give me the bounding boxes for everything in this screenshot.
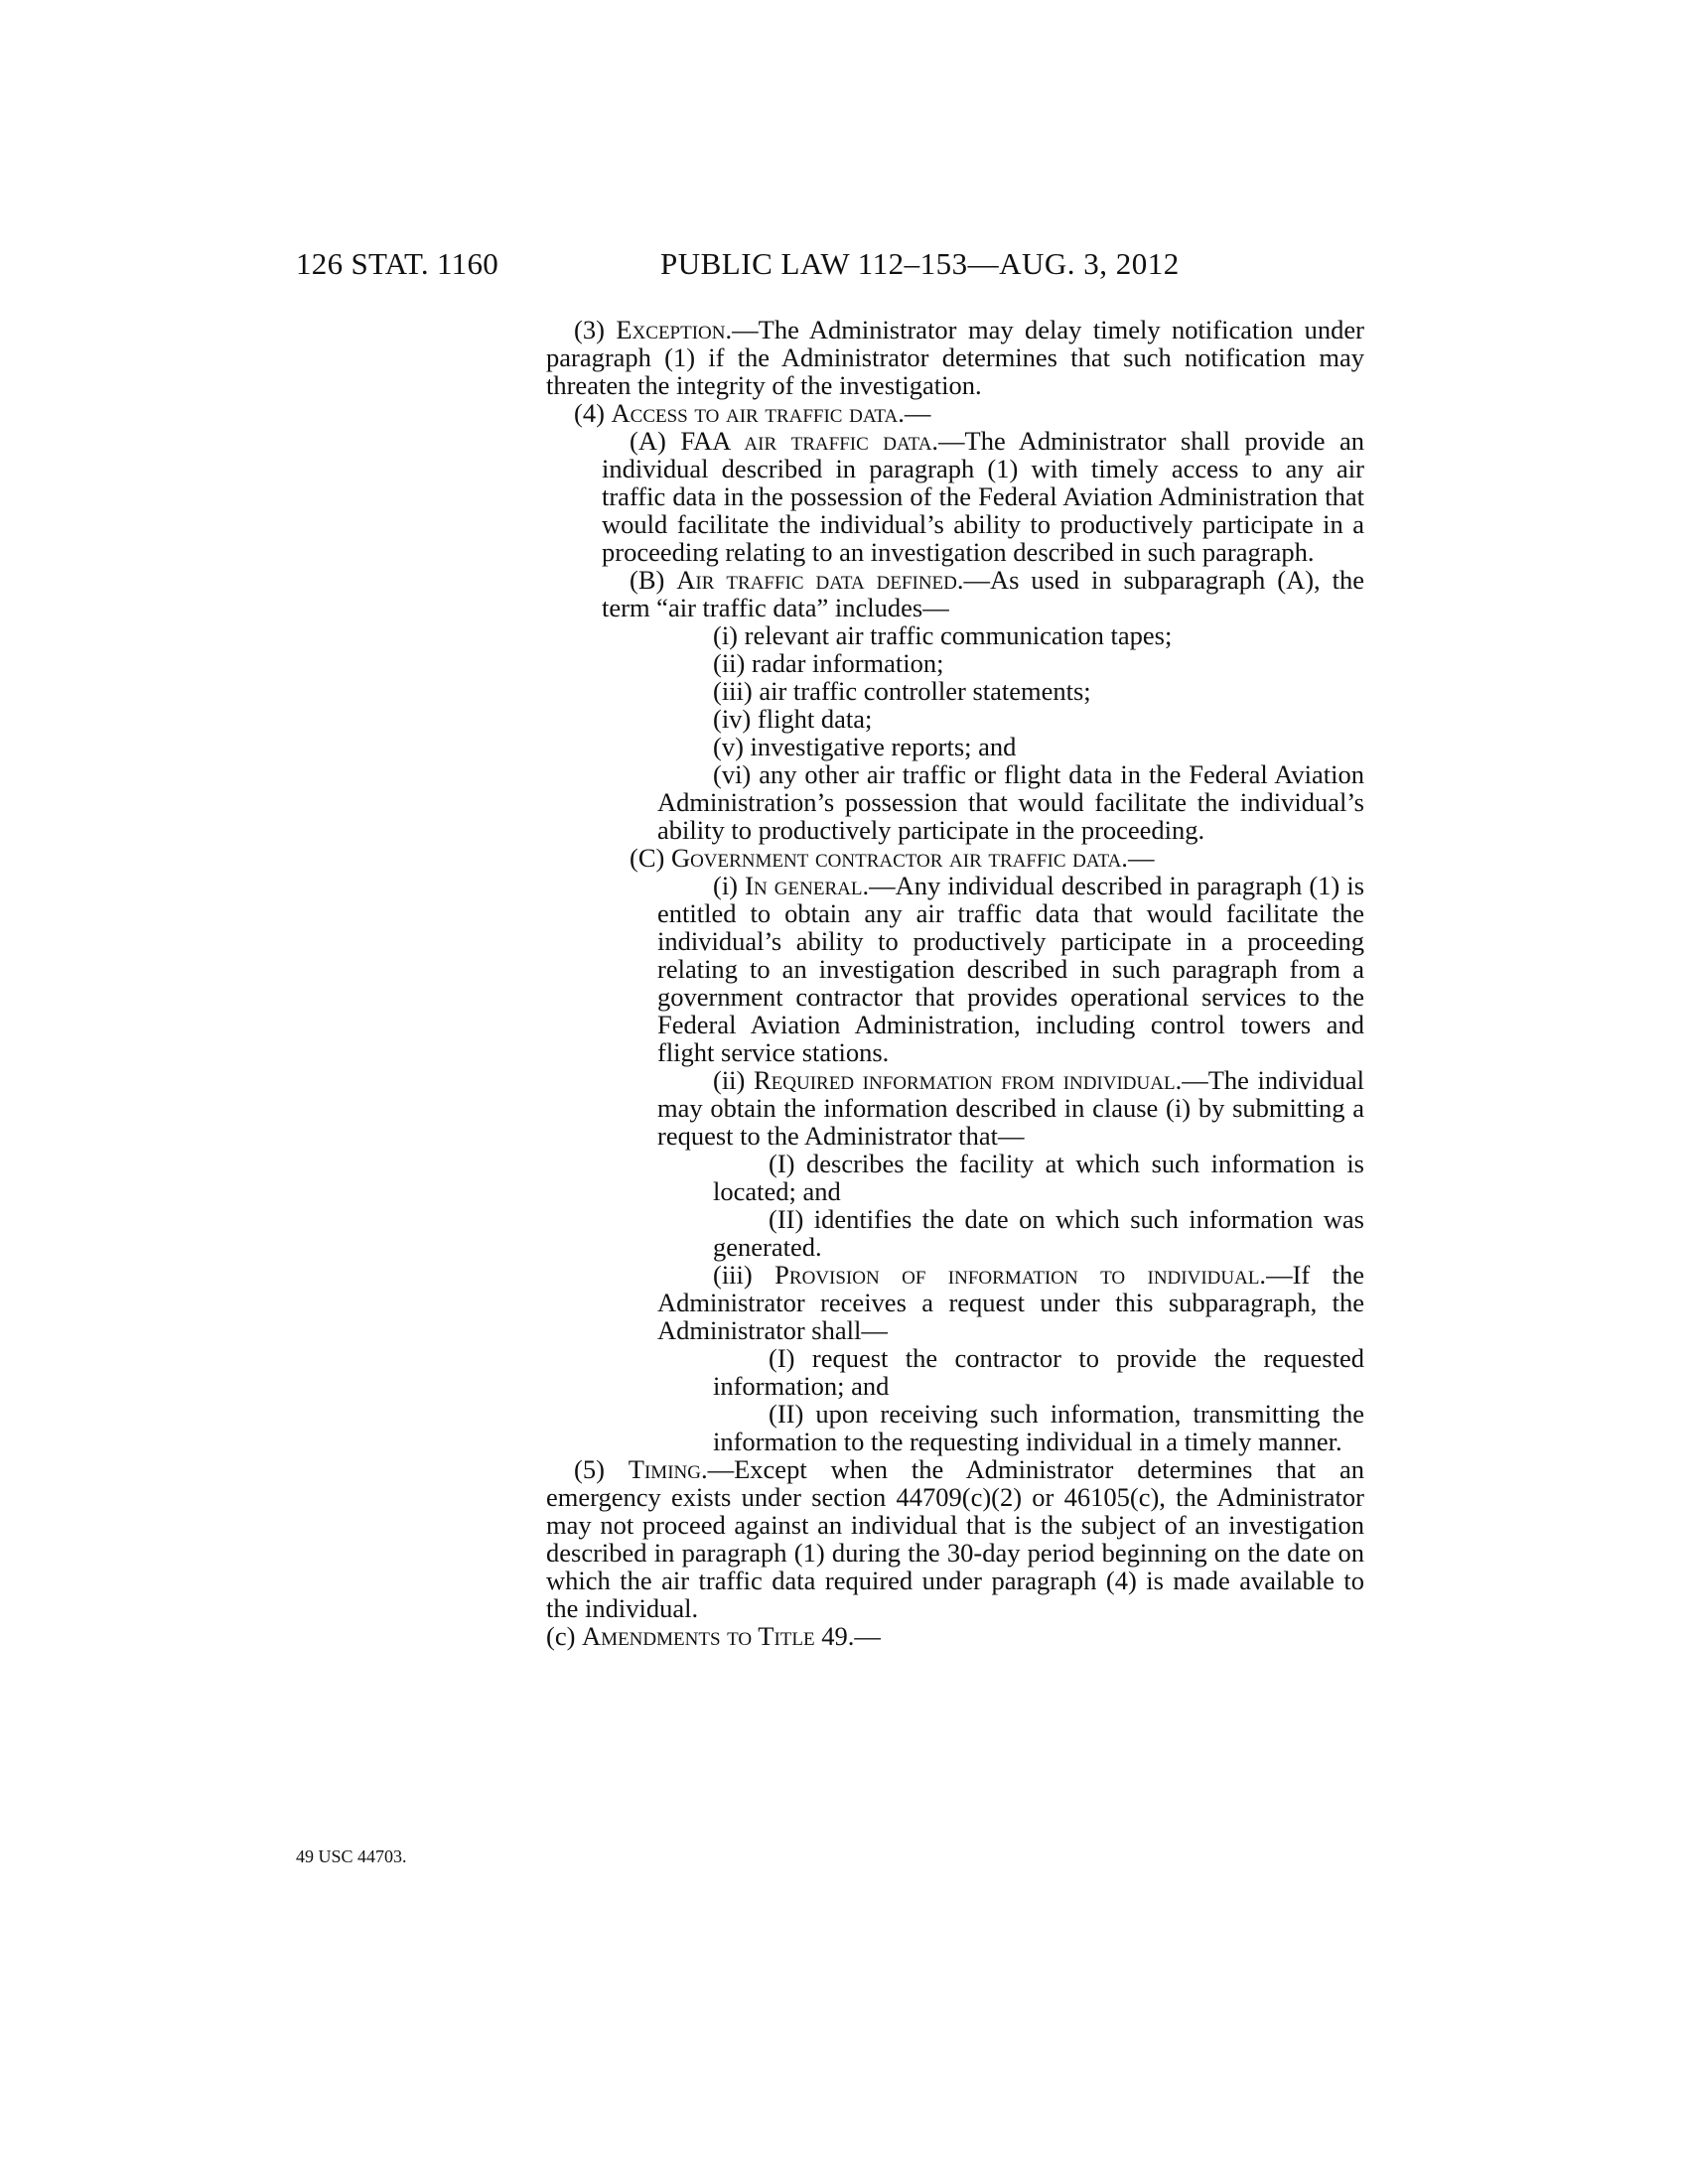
clause-4c-ii-heading: Required information from individual. bbox=[754, 1065, 1183, 1095]
subparagraph-4a-heading: FAA air traffic data. bbox=[680, 426, 939, 456]
subclause-4c-ii-I: (I) describes the facility at which such information is located; and bbox=[713, 1149, 1364, 1206]
subclause-4c-ii-II: (II) identifies the date on which such information was generated. bbox=[713, 1204, 1364, 1262]
clause-4c-iii: (iii) Provision of information to individual.—If the Administrator receives a request under this subparagraph, the Administrator shall— bbox=[657, 1260, 1365, 1345]
paragraph-4: (4) Access to air traffic data.— bbox=[574, 398, 931, 428]
document-body bbox=[546, 316, 1364, 1650]
clause-4b-i: (i) relevant air traffic communication tapes; bbox=[713, 620, 1173, 650]
subsection-c: (c) Amendments to Title 49.— bbox=[546, 1621, 881, 1651]
clause-4b-ii: (ii) radar information; bbox=[713, 648, 944, 678]
clause-4b-iii: (iii) air traffic controller statements; bbox=[713, 676, 1091, 706]
subparagraph-4b-heading: Air traffic data defined. bbox=[676, 565, 964, 595]
statute-page-number: 126 STAT. 1160 bbox=[296, 246, 499, 281]
paragraph-3: (3) Exception.—The Administrator may delay timely notification under paragraph (1) if the Administrator determines that such notification may threaten the integrity of the investigation. bbox=[546, 315, 1365, 400]
paragraph-5: (5) Timing.—Except when the Administrator determines that an emergency exists under section 44709(c)(2) or 46105(c), the Administrator may not proceed against an individual that is the subject of an investigation described in paragraph (1) during the 30-day period beginning on the date on which the air traffic data required under paragraph (4) is made available to the individual. bbox=[546, 1454, 1364, 1623]
clause-4c-i: (i) In general.—Any individual described in paragraph (1) is entitled to obtain any air traffic data that would facilitate the individual’s ability to productively participate in a proceeding relating to an investigation described in such paragraph from a government contractor that provides operational services to the Federal Aviation Administration, including control towers and flight service stations. bbox=[657, 871, 1365, 1067]
margin-citation: 49 USC 44703. bbox=[296, 1846, 407, 1866]
clause-4c-ii: (ii) Required information from individual.—The individual may obtain the information described in clause (i) by submitting a request to the Administrator that— bbox=[657, 1065, 1365, 1151]
subclause-4c-iii-II: (II) upon receiving such information, transmitting the information to the requesting individual in a timely manner. bbox=[713, 1399, 1364, 1456]
subparagraph-4c-heading: Government contractor air traffic data. bbox=[670, 843, 1128, 873]
clause-4b-vi: (vi) any other air traffic or flight data in the Federal Aviation Administration’s possession that would facilitate the individual’s ability to productively participate in the proceeding. bbox=[657, 759, 1364, 845]
public-law-title: PUBLIC LAW 112–153—AUG. 3, 2012 bbox=[660, 246, 1180, 281]
page-header bbox=[296, 246, 1368, 286]
subsection-c-heading: Amendments to Title 49. bbox=[582, 1621, 855, 1651]
subparagraph-4a: (A) FAA air traffic data.—The Administrator shall provide an individual described in paragraph (1) with timely access to any air traffic data in the possession of the Federal Aviation Administration that would facilitate the individual’s ability to productively participate in a proceeding relating to an investigation described in such paragraph. bbox=[602, 426, 1364, 567]
paragraph-3-heading: Exception. bbox=[616, 315, 733, 344]
clause-4c-iii-heading: Provision of information to individual. bbox=[774, 1260, 1267, 1290]
subclause-4c-iii-I: (I) request the contractor to provide the requested information; and bbox=[713, 1343, 1364, 1401]
paragraph-4-heading: Access to air traffic data. bbox=[611, 398, 905, 428]
subparagraph-4b: (B) Air traffic data defined.—As used in subparagraph (A), the term “air traffic data” includes— bbox=[602, 565, 1365, 622]
clause-4b-iv: (iv) flight data; bbox=[713, 704, 873, 734]
subparagraph-4c: (C) Government contractor air traffic data.— bbox=[630, 843, 1155, 873]
clause-4c-i-heading: In general. bbox=[745, 871, 870, 900]
clause-4b-v: (v) investigative reports; and bbox=[713, 732, 1017, 761]
paragraph-5-heading: Timing. bbox=[628, 1454, 708, 1484]
